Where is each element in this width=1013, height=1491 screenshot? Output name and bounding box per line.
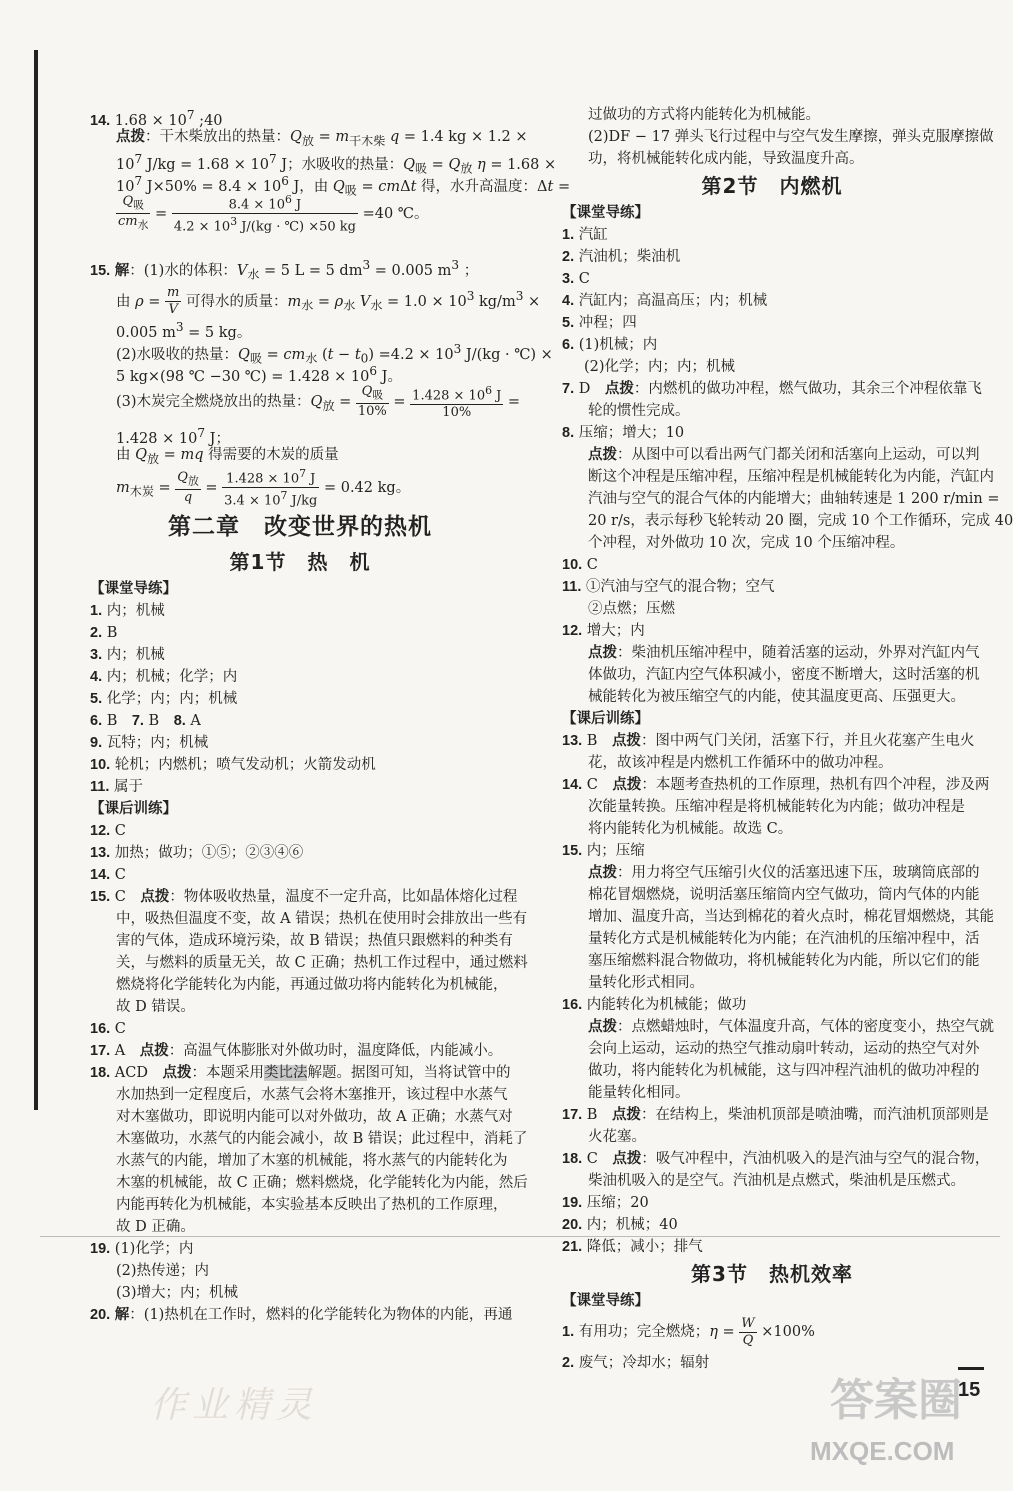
text-line: 增加、温度升高，当达到棉花的着火点时，棉花冒烟燃烧，其能	[588, 909, 994, 925]
text-line: 11. ①汽油与空气的混合物；空气	[562, 579, 775, 595]
text-line: 4. 汽缸内；高温高压；内；机械	[562, 293, 768, 309]
text-line: 11. 属于	[90, 779, 143, 795]
text-line: 火花塞。	[588, 1129, 646, 1145]
text-line: 故 D 错误。	[116, 999, 195, 1015]
text-line: 3. 内；机械	[90, 647, 165, 663]
watermark-url: MXQE.COM	[810, 1436, 955, 1466]
text-line: 15. 内；压缩	[562, 843, 645, 859]
text-line: 次能量转换。压缩冲程是将机械能转化为内能；做功冲程是	[588, 799, 965, 815]
text-line: 2. 汽油机；柴油机	[562, 249, 681, 265]
text-line: 水蒸气的内能，增加了木塞的机械能，将水蒸气的内能转化为	[116, 1153, 508, 1169]
page-number: 15	[958, 1357, 1000, 1401]
text-line: 17. B 点拨：在结构上，柴油机顶部是喷油嘴，而汽油机顶部则是	[562, 1107, 989, 1123]
text-line: 关，与燃料的质量无关，故 C 正确；热机工作过程中，通过燃料	[116, 955, 528, 971]
text-line: 棉花冒烟燃烧，说明活塞压缩筒内空气做功，筒内气体的内能	[588, 887, 980, 903]
text-line: 18. ACD 点拨：本题采用类比法解题。据图可知，当将试管中的	[90, 1065, 511, 1081]
watermark-right: 答案圈	[830, 1375, 962, 1426]
text-line: 14. $1.68 \times 10^7$ ;40	[90, 108, 223, 129]
text-line: 1. 内；机械	[90, 603, 165, 619]
text-line: 会向上运动，运动的热空气推动扇叶转动，运动的热空气对外	[588, 1041, 980, 1057]
text-line: 由 $Q_放$ = mq 得需要的木炭的质量	[116, 447, 339, 466]
text-line: 14. C 点拨：本题考查热机的工作原理，热机有四个冲程，涉及两	[562, 777, 990, 793]
text-line: 汽油与空气的混合气体的内能增大；曲轴转速是 1 200 r/min =	[588, 491, 1000, 507]
text-line: 【课后训练】	[562, 711, 649, 727]
text-line: 7. D 点拨：内燃机的做功冲程，燃气做功，其余三个冲程依靠飞	[562, 381, 982, 397]
text-line: 量转化方式是机械能转化为内能；在汽油机的压缩冲程中，活	[588, 931, 980, 947]
text-line: 械能转化为被压缩空气的内能，使其温度更高、压强更大。	[588, 689, 965, 705]
chapter-title: 第二章 改变世界的热机	[168, 514, 432, 540]
text-line: 21. 降低；减小；排气	[562, 1239, 703, 1255]
text-line: ②点燃；压燃	[588, 601, 675, 617]
text-line: 8. 压缩；增大；10	[562, 425, 685, 441]
text-line: 点拨：用力将空气压缩引火仪的活塞迅速下压，玻璃筒底部的	[588, 865, 980, 881]
text-line: 10. C	[562, 557, 598, 573]
text-line: 点拨：从图中可以看出两气门都关闭和活塞向上运动，可以判	[588, 447, 980, 463]
text-line: 15. 解：(1)水的体积：$V_水 = 5$ L = 5 $dm^3 = 0.005$ $m^3$ ；	[90, 258, 479, 282]
text-line: 【课堂导练】	[90, 581, 177, 597]
text-line: 12. C	[90, 823, 126, 839]
text-line: 塞压缩燃料混合物做功，将机械能转化为内能，所以它们的能	[588, 953, 980, 969]
text-line: 断这个冲程是压缩冲程，压缩冲程是机械能转化为内能，汽缸内	[588, 469, 994, 485]
text-line: 做功，将内能转化为机械能，这与四冲程汽油机的做功冲程的	[588, 1063, 980, 1079]
text-line: 个冲程，对外做功 10 次，完成 10 个压缩冲程。	[588, 535, 905, 551]
text-line: 花，故该冲程是内燃机工作循环中的做功冲程。	[588, 755, 893, 771]
text-line: 功，将机械能转化成内能，导致温度升高。	[588, 151, 864, 167]
text-line: (2)水吸收的热量：$Q_吸 = cm_水$ $(t - t_0) =4.2 \times 10^3$ J/(kg · ℃) ×	[116, 342, 553, 366]
section-title: 第1节 热 机	[229, 550, 371, 574]
text-line: 10. 轮机；内燃机；喷气发动机；火箭发动机	[90, 757, 376, 773]
left-column	[90, 104, 571, 1326]
text-line: 5. 冲程；四	[562, 315, 637, 331]
text-line: 16. 内能转化为机械能；做功	[562, 997, 747, 1013]
text-line: $\frac{Q_吸}{cm_水}$ = $\frac{8.4 \times 10^6 J}{4.2 \times 10^3 J/(kg \cdot ℃) \times 50 kg}$ =40 ℃。	[118, 193, 429, 235]
text-line: 木塞的机械能，故 C 正确；燃料燃烧，化学能转化为内能，然后	[116, 1175, 528, 1191]
section-title: 第2节 内燃机	[701, 174, 843, 198]
text-line: 对木塞做功，即说明内能可以对外做功，故 A 正确；水蒸气对	[116, 1109, 513, 1125]
text-line: 1. 汽缸	[562, 227, 608, 243]
text-line: 内能再转化为机械能，本实验基本反映出了热机的工作原理，	[116, 1197, 508, 1213]
text-line: 3. C	[562, 271, 590, 287]
text-line: 点拨：点燃蜡烛时，气体温度升高，气体的密度变小，热空气就	[588, 1019, 994, 1035]
text-line: 能量转化相同。	[588, 1085, 690, 1101]
text-line: 5. 化学；内；内；机械	[90, 691, 238, 707]
text-line: 0.005 $m^3 = 5$ kg。	[116, 320, 252, 341]
section-title: 第3节 热机效率	[691, 1262, 853, 1286]
text-line: $m_{木炭}$ = $\frac{Q_放}{q}$ = $\frac{1.428 \times 10^7 J}{3.4 \times 10^7 J/kg}$ = 0.42 kg。	[116, 467, 411, 509]
text-line: $1.428 \times 10^7$ J；	[116, 426, 230, 447]
text-line: 由 ρ = $\frac{m}{V}$ 可得水的质量：$m_水 = \rho_水$ $V_水 = 1.0 \times 10^3$ $kg/m^3$ ×	[116, 285, 541, 318]
text-line: (3)木炭完全燃烧放出的热量：$Q_放$ = $\frac{Q_吸}{10\%}$ = $\frac{1.428 \times 10^6 J}{10\%}$ =	[116, 383, 521, 421]
text-line: 1. 有用功；完全燃烧；η = $\frac{W}{Q}$ ×100%	[562, 1315, 815, 1348]
text-line: 体做功，汽缸内空气体积减小，密度不断增大，这时活塞的机	[588, 667, 980, 683]
text-line: 16. C	[90, 1021, 126, 1037]
text-line: 害的气体，造成环境污染，故 B 错误；热值只跟燃料的种类有	[116, 933, 513, 949]
watermark-left: 作业精灵	[150, 1385, 319, 1426]
text-line: 2. 废气；冷却水；辐射	[562, 1355, 710, 1371]
text-line: 13. 加热；做功；①⑤；②③④⑥	[90, 845, 304, 861]
text-line: 20 r/s，表示每秒飞轮转动 20 圈，完成 10 个工作循环，完成 40	[588, 513, 1013, 529]
text-line: 轮的惯性完成。	[588, 403, 690, 419]
text-line: 点拨：干木柴放出的热量：$Q_放 = m_{干木柴}$ q = 1.4 kg × 1.2 ×	[116, 129, 528, 148]
text-line: 燃烧将化学能转化为内能，再通过做功将内能转化为机械能，	[116, 977, 508, 993]
text-line: (2)化学；内；内；机械	[584, 359, 736, 375]
text-line: (2)热传递；内	[116, 1263, 210, 1279]
text-line: $10^7$ $J/kg = 1.68 \times 10^7$ J；水吸收的热量：$Q_吸 = Q_放$ η = 1.68 ×	[116, 152, 557, 176]
text-line: 17. A 点拨：高温气体膨胀对外做功时，温度降低，内能减小。	[90, 1043, 503, 1059]
text-line: 故 D 正确。	[116, 1219, 195, 1235]
text-line: 点拨：柴油机压缩冲程中，随着活塞的运动，外界对汽缸内气	[588, 645, 980, 661]
text-line: 12. 增大；内	[562, 623, 645, 639]
text-line: 5 kg×(98 ℃ −30 ℃) = $1.428 \times 10^6$ J。	[116, 364, 402, 385]
text-line: 2. B	[90, 625, 118, 641]
text-line: 【课堂导练】	[562, 1293, 649, 1309]
text-line: 柴油机吸入的是空气。汽油机是点燃式，柴油机是压燃式。	[588, 1173, 965, 1189]
text-line: 过做功的方式将内能转化为机械能。	[588, 107, 820, 123]
margin-bar	[34, 50, 38, 1110]
text-line: 中，吸热但温度不变，故 A 错误；热机在使用时会排放出一些有	[116, 911, 528, 927]
text-line: 13. B 点拨：图中两气门关闭，活塞下行，并且火花塞产生电火	[562, 733, 975, 749]
text-line: 15. C 点拨：物体吸收热量，温度不一定升高，比如晶体熔化过程	[90, 889, 518, 905]
text-line: 6. B 7. B 8. A	[90, 713, 201, 729]
text-line: 6. (1)机械；内	[562, 337, 658, 353]
text-line: 20. 内；机械；40	[562, 1217, 678, 1233]
text-line: (2)DF − 17 弹头飞行过程中与空气发生摩擦，弹头克服摩擦做	[588, 129, 994, 145]
text-line: 18. C 点拨：吸气冲程中，汽油机吸入的是汽油与空气的混合物，	[562, 1151, 990, 1167]
text-line: 将内能转化为机械能。故选 C。	[588, 821, 793, 837]
text-line: 19. 压缩；20	[562, 1195, 649, 1211]
text-line: 量转化形式相同。	[588, 975, 704, 991]
text-line: 20. 解：(1)热机在工作时，燃料的化学能转化为物体的内能，再通	[90, 1306, 513, 1323]
text-line: 水加热到一定程度后，水蒸气会将木塞推开，该过程中水蒸气	[116, 1087, 508, 1103]
text-line: (3)增大；内；机械	[116, 1285, 239, 1301]
text-line: 木塞做功，水蒸气的内能会减小，故 B 错误；此过程中，消耗了	[116, 1131, 528, 1147]
text-line: 【课堂导练】	[562, 205, 649, 221]
text-line: 【课后训练】	[90, 801, 177, 817]
text-line: 4. 内；机械；化学；内	[90, 669, 238, 685]
text-line: 9. 瓦特；内；机械	[90, 735, 209, 751]
text-line: 14. C	[90, 867, 126, 883]
text-line: 19. (1)化学；内	[90, 1241, 194, 1257]
text-line: $10^7$ $J\times 50\% = 8.4 \times 10^6$ J，由 $Q_吸 = cm\Delta t$ 得，水升高温度：Δt =	[116, 174, 571, 198]
right-column	[562, 104, 1013, 1374]
